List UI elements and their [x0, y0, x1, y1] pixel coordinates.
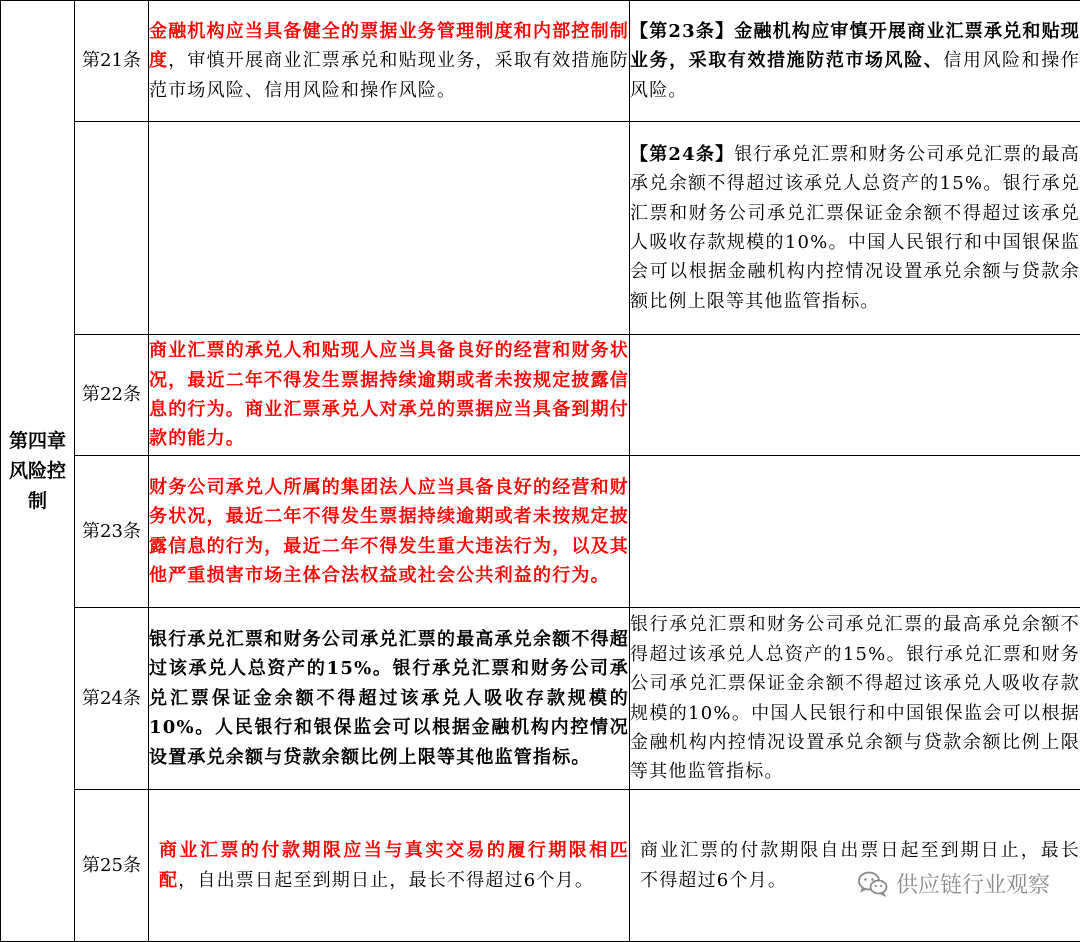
new-rule-text — [149, 790, 630, 942]
article-number: 第22条 — [75, 335, 149, 456]
chapter-label-line3: 制 — [1, 486, 74, 516]
bold-text: 【第23条】金融机构应审慎开展商业汇票承兑和贴现业务，采取有效措施防范市场风险、 — [630, 21, 1080, 71]
plain-text: 银行承兑汇票和财务公司承兑汇票的最高承兑余额不得超过该承兑人总资产的15%。银行承兑汇票和财务公司承兑汇票保证金余额不得超过该承兑人吸收存款规模的10%。中国人民银行和中国银保监会可以根据金融机构内控情况设置承兑余额与贷款余额比例上限等其他监管指标。 — [630, 144, 1080, 312]
chapter-label-line2: 风险控 — [1, 456, 74, 486]
table-row — [1, 456, 1080, 608]
chapter-label-line1: 第四章 — [1, 426, 74, 456]
highlighted-change: 金融机构应当具备健全的票据业务管理制度和内部控制制度 — [149, 21, 629, 71]
table-row — [1, 122, 1080, 335]
old-rule-text — [630, 122, 1080, 335]
new-rule-text — [149, 1, 630, 122]
wechat-icon — [858, 871, 888, 897]
table-row — [1, 790, 1080, 942]
plain-text: ，自出票日起至到期日止，最长不得超过6个月。 — [178, 870, 594, 891]
table-row — [1, 335, 1080, 456]
plain-text: 银行承兑汇票和财务公司承兑汇票的最高承兑余额不得超过该承兑人总资产的15%。银行承兑汇票和财务公司承兑汇票保证金余额不得超过该承兑人吸收存款规模的10%。中国人民银行和中国银保监会可以根据金融机构内控情况设置承兑余额与贷款余额比例上限等其他监管指标。 — [630, 614, 1080, 782]
article-number: 第25条 — [75, 790, 149, 942]
table-row — [1, 608, 1080, 790]
article-number — [75, 122, 149, 335]
new-rule-text — [149, 122, 630, 335]
old-rule-text — [630, 456, 1080, 608]
article-number: 第21条 — [75, 1, 149, 122]
bold-text: 银行承兑汇票和财务公司承兑汇票的最高承兑余额不得超过该承兑人总资产的15%。银行承兑汇票和财务公司承兑汇票保证金余额不得超过该承兑人吸收存款规模的10%。人民银行和银保监会可以根据金融机构内控情况设置承兑余额与贷款余额比例上限等其他监管指标。 — [149, 629, 629, 768]
plain-text: ，审慎开展商业汇票承兑和贴现业务，采取有效措施防范市场风险、信用风险和操作风险。 — [149, 50, 629, 100]
bold-text: 【第24条】 — [630, 144, 734, 165]
highlighted-change: 商业汇票的承兑人和贴现人应当具备良好的经营和财务状况，最近二年不得发生票据持续逾期或者未按规定披露信息的行为。商业汇票承兑人对承兑的票据应当具备到期付款的能力。 — [149, 340, 629, 449]
new-rule-text — [149, 335, 630, 456]
old-rule-text — [630, 608, 1080, 790]
article-number: 第23条 — [75, 456, 149, 608]
plain-text: 商业汇票的付款期限自出票日起至到期日止，最长不得超过6个月。 — [640, 840, 1080, 890]
plain-text: 信用风险和操作风险。 — [630, 50, 1080, 100]
new-rule-text — [149, 456, 630, 608]
watermark — [858, 868, 1050, 899]
watermark-text: 供应链行业观察 — [896, 868, 1050, 899]
new-rule-text — [149, 608, 630, 790]
highlighted-change: 财务公司承兑人所属的集团法人应当具备良好的经营和财务状况，最近二年不得发生票据持续逾期或者未按规定披露信息的行为，最近二年不得发生重大违法行为，以及其他严重损害市场主体合法权益或社会公共利益的行为。 — [149, 477, 629, 586]
article-number: 第24条 — [75, 608, 149, 790]
table-row — [1, 1, 1080, 122]
old-rule-text — [630, 1, 1080, 122]
highlighted-change: 商业汇票的付款期限应当与真实交易的履行期限相匹配 — [159, 840, 629, 890]
old-rule-text — [630, 790, 1080, 942]
chapter-cell — [1, 1, 75, 942]
old-rule-text — [630, 335, 1080, 456]
